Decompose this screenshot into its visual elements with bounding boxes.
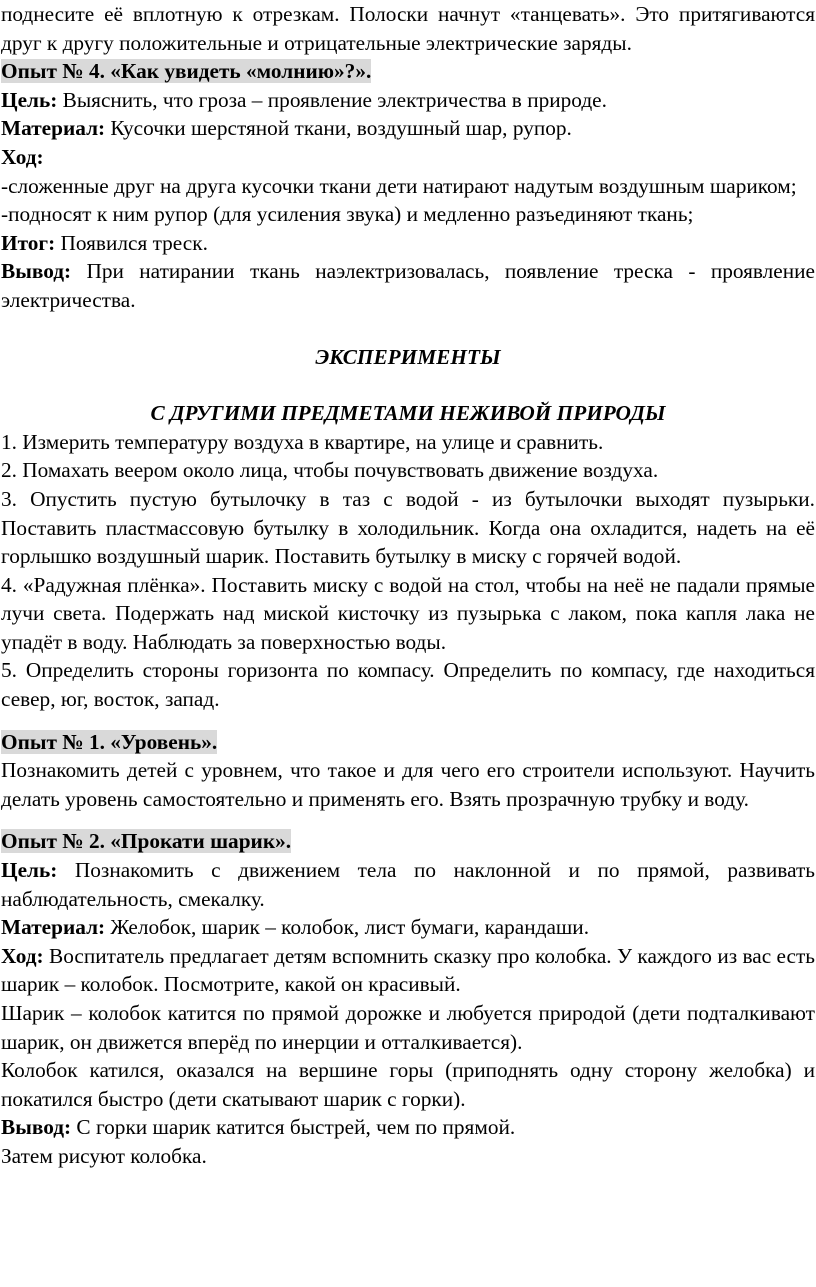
section-item-1: 1. Измерить температуру воздуха в квартире, на улице и сравнить.	[1, 429, 604, 454]
exp1-title-text: Опыт № 1. «Уровень».	[1, 729, 218, 754]
goal-text: Выяснить, что гроза – проявление электричества в природе.	[57, 87, 607, 112]
material-text: Кусочки шерстяной ткани, воздушный шар, рупор.	[105, 116, 572, 141]
course-label: Ход:	[1, 943, 44, 968]
material-label: Материал:	[1, 116, 106, 141]
section-title-1: ЭКСПЕРИМЕНТЫ	[315, 344, 501, 369]
exp1-text: Познакомить детей с уровнем, что такое и для чего его строители используют. Научить делать уровень самостоятельно и применять его. Взять прозрачную трубку и воду.	[1, 758, 815, 811]
course-text: Воспитатель предлагает детям вспомнить сказку про колобка. У каждого из вас есть шарик – колобок. Посмотрите, какой он красивый.	[1, 943, 815, 997]
exp2-title-text: Опыт № 2. «Прокати шарик».	[1, 829, 292, 854]
goal-label: Цель:	[1, 858, 58, 883]
section-item-4: 4. «Радужная плёнка». Поставить миску с водой на стол, чтобы на неё не падали прямые лучи света. Подержать над миской кисточку из пузырька с лаком, пока капля лака не упадёт в воду. Наблюдать за поверхностью воды.	[1, 572, 815, 654]
conclusion-text: При натирании ткань наэлектризовалась, появление треска - проявление электричества.	[1, 259, 815, 312]
exp4-material	[1, 114, 815, 143]
result-label: Итог:	[1, 230, 56, 255]
conclusion-label: Вывод:	[1, 1115, 72, 1140]
conclusion-text: С горки шарик катится быстрей, чем по прямой.	[71, 1115, 516, 1140]
exp2-paragraph-2: Колобок катился, оказался на вершине горы (приподнять одну сторону желобка) и покатился быстро (дети скатывают шарик с горки).	[1, 1058, 815, 1111]
conclusion-label: Вывод:	[1, 259, 72, 284]
exp4-goal	[1, 86, 815, 115]
exp4-title-text: Опыт № 4. «Как увидеть «молнию»?».	[1, 59, 372, 84]
exp4-step-2: -подносят к ним рупор (для усиления звука) и медленно разъединяют ткань;	[1, 202, 694, 227]
exp2-course	[1, 942, 815, 999]
material-label: Материал:	[1, 915, 106, 940]
exp2-final: Затем рисуют колобка.	[1, 1143, 207, 1168]
section-title-2: С ДРУГИМИ ПРЕДМЕТАМИ НЕЖИВОЙ ПРИРОДЫ	[150, 401, 666, 426]
exp2-paragraph-1: Шарик – колобок катится по прямой дорожке и любуется природой (дети подталкивают шарик, он движется вперёд по инерции и отталкивается).	[1, 1001, 815, 1054]
result-text: Появился треск.	[55, 230, 208, 255]
exp2-goal	[1, 856, 815, 913]
exp2-title	[1, 827, 815, 856]
course-label: Ход:	[1, 144, 44, 169]
exp4-step-1: -сложенные друг на друга кусочки ткани дети натирают надутым воздушным шариком;	[1, 173, 797, 198]
exp4-conclusion	[1, 257, 815, 314]
exp4-result	[1, 229, 815, 258]
exp2-material	[1, 913, 815, 942]
exp4-title	[1, 57, 815, 86]
goal-label: Цель:	[1, 87, 58, 112]
intro-paragraph: поднесите её вплотную к отрезкам. Полоски начнут «танцевать». Это притягиваются друг к другу положительные и отрицательные электрические заряды.	[1, 2, 815, 55]
exp2-conclusion	[1, 1113, 815, 1142]
material-text: Желобок, шарик – колобок, лист бумаги, карандаши.	[105, 915, 590, 940]
section-item-3: 3. Опустить пустую бутылочку в таз с водой - из бутылочки выходят пузырьки. Поставить пластмассовую бутылку в холодильник. Когда она охладится, надеть на её горлышко воздушный шарик. Поставить бутылку в миску с горячей водой.	[1, 486, 815, 569]
exp1-title	[1, 728, 815, 757]
section-item-2: 2. Помахать веером около лица, чтобы почувствовать движение воздуха.	[1, 458, 659, 483]
goal-text: Познакомить с движением тела по наклонной и по прямой, развивать наблюдательность, смекалку.	[1, 858, 815, 911]
exp4-course-label	[1, 143, 815, 172]
section-item-5: 5. Определить стороны горизонта по компасу. Определить по компасу, где находиться север, юг, восток, запад.	[1, 658, 815, 712]
